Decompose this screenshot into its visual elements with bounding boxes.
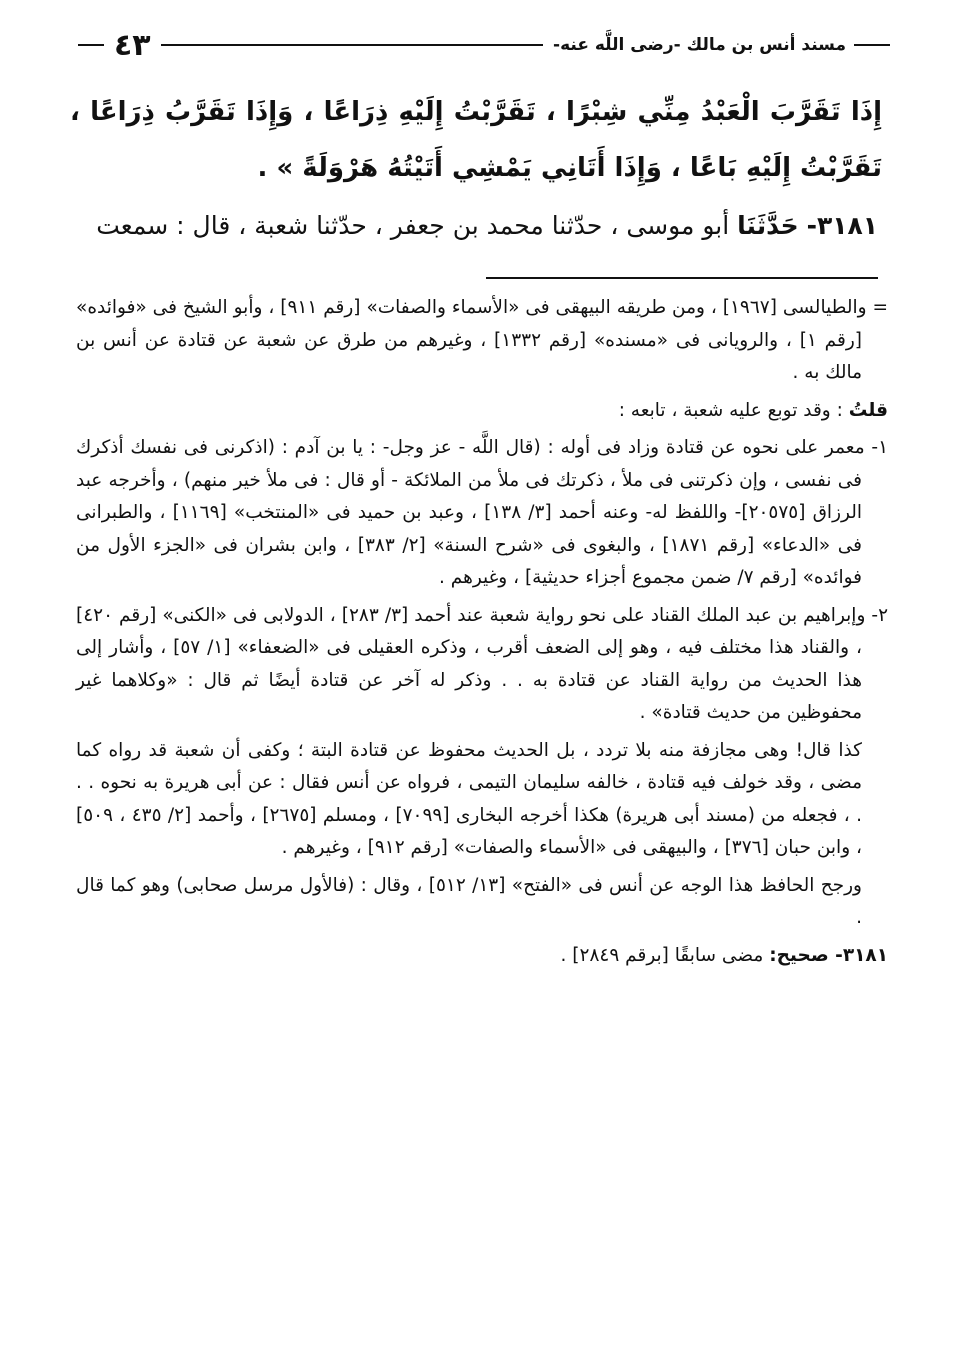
hadith-number: ٣١٨١- bbox=[806, 211, 878, 240]
hadith-3181-opening bbox=[70, 200, 878, 252]
footnote-para-7-label: ٣١٨١- صحيح: bbox=[769, 944, 888, 966]
footnote-para-7-text: مضى سابقًا [برقم ٢٨٤٩] . bbox=[560, 944, 764, 966]
page-number: ٤٣ bbox=[114, 27, 151, 63]
header-title: مسند أنس بن مالك -رضى اللَّه عنه- bbox=[553, 35, 846, 55]
footnote-para-1-line: = والطيالسى [١٩٦٧] ، ومن طريقه البيهقى فى «الأسماء والصفات» [رقم ٩١١] ، وأبو الشيخ bbox=[182, 297, 888, 318]
header-dash-left bbox=[78, 44, 104, 46]
header-rule bbox=[161, 44, 543, 46]
hadith-isnad: أبو موسى ، حدّثنا محمد بن جعفر ، حدّثنا شعبة ، قال : سمعت bbox=[96, 211, 730, 240]
page-header bbox=[78, 28, 890, 62]
footnote-para-4: ٢- وإبراهيم بن عبد الملك القناد على نحو رواية شعبة عند أحمد [٣/ ٢٨٣] ، الدولابى فى «الكنى» [رقم ٤٢٠] ، والقناد هذا مختلف فيه ، وهو إلى الضعف أقرب ، وذكره العقيلى فى «الضعفاء» [١/ ٥٧] ، وأشار إلى هذا الحديث من رواية القناد عن قتادة به . . وذكر له آخر عن قتادة أيضًا ثم قال : «وكلاهما غير محفوظين من حديث قتادة» . bbox=[76, 604, 888, 723]
footnote-para-2 bbox=[76, 395, 888, 428]
footnote-para-1 bbox=[76, 292, 888, 390]
header-dash-right bbox=[854, 44, 890, 46]
footnote-para-3: ١- معمر على نحوه عن قتادة وزاد فى أوله : (قال اللَّه - عز وجل- : يا بن آدم : (اذكرنى فى نفسك أذكرك فى نفسى ، وإن ذكرتنى فى ملأ ، ذكرتك فى ملأ من الملائكة - أو قال : فى ملأ خير منهم) ، وأخرجه عبد الرزاق [٢٠٥٧٥]- واللفظ له- وعنه أحمد [٣/ ١٣٨] ، وعبد بن حميد فى «المنتخب» [١١٦٩] ، والطبرانى فى «الدعاء» [رقم ١٨٧١] ، والبغوى فى «شرح السنة» [٢/ ٣٨٣] ، وابن بشران فى «الجزء الأول من فوائده» [رقم ٧/ ضمن مجموع أجزاء حديثية] ، وغيرهم . bbox=[76, 437, 888, 588]
footnote-para-7 bbox=[76, 940, 888, 973]
footnote-para-6: ورجح الحافظ هذا الوجه عن أنس فى «الفتح» [١٣/ ٥١٢] ، وقال : (فالأول مرسل صحابى) وهو كما قال . bbox=[76, 874, 862, 928]
footnote-para-2-text: : وقد توبع عليه شعبة ، تابعه : bbox=[618, 399, 843, 421]
footnote-separator bbox=[486, 277, 878, 279]
footnote-para-5: كذا قال! وهى مجازفة منه بلا تردد ، بل الحديث محفوظ عن قتادة البتة ؛ وكفى أن شعبة قد رواه كما مضى ، وقد خولف فيه قتادة ، خالفه سليمان التيمى ، فرواه عن أنس فقال : عن أبى هريرة به نحوه . . . ، فجعله من (مسند أبى هريرة) هكذا أخرجه البخارى [٧٠٩٩] ، ومسلم [٢٦٧٥] ، وأحمد [٢/ ٤٣٥ ، ٥٠٩] ، وابن حبان [٣٧٦] ، والبيهقى فى «الأسماء والصفات» [رقم ٩١٢] ، وغيرهم . bbox=[76, 739, 863, 858]
hadith-narration-word: حَدَّثَنَا bbox=[737, 211, 799, 240]
footnote-para-1-cont: فى «فوائده» [رقم ١] ، والرويانى فى «مسنده» [رقم ١٣٣٢] ، وغيرهم من طرق عن شعبة عن قتادة عن أنس بن مالك به . bbox=[76, 297, 862, 383]
hadith-text-continuation: إِذَا تَقَرَّبَ الْعَبْدُ مِنِّي شِبْرًا ، تَقَرَّبْتُ إِلَيْهِ ذِرَاعًا ، وَإِذَا تَقَرَّبُ ذِرَاعًا ، تَقَرَّبْتُ إِلَيْهِ بَاعًا ، وَإِذَا أَتَانِي يَمْشِي أَتَيْتُهُ هَرْوَلَةً » . bbox=[70, 97, 882, 183]
footnotes bbox=[76, 292, 888, 977]
footnote-para-2-label: قلتُ bbox=[848, 399, 888, 421]
